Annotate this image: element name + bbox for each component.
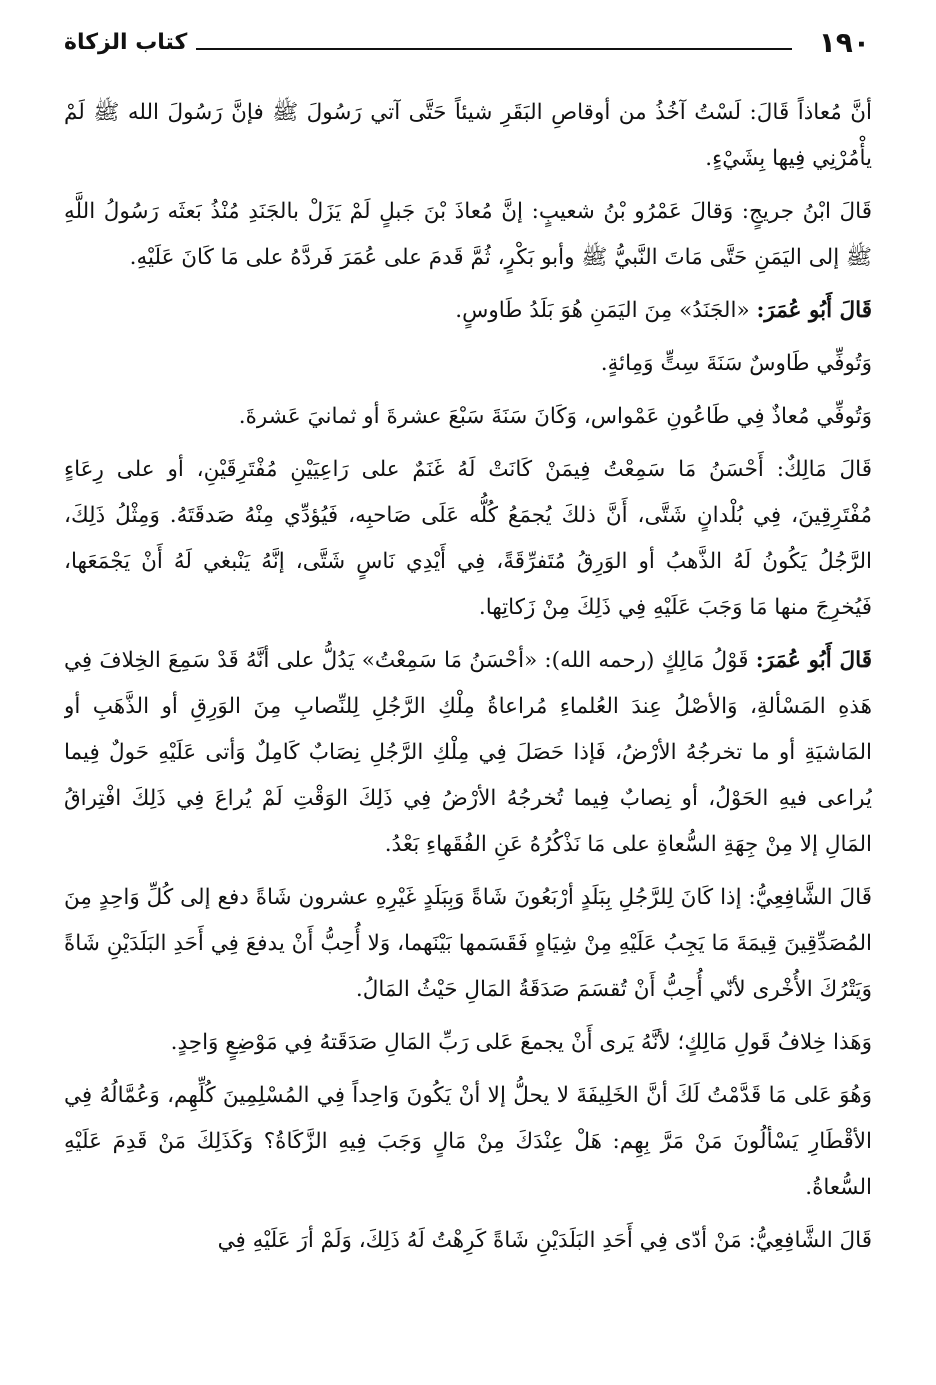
paragraph-text: «الجَنَدُ» مِنَ اليَمَنِ هُوَ بَلَدُ طَاوسٍ. [455,298,750,323]
paragraph-text: وَهَذا خِلافُ قَولِ مَالِكٍ؛ لأنَّهُ يَرى أَنْ يجمعَ عَلى رَبِّ المَالِ صَدَقَتهُ فِي مَوْضِعٍ وَاحِدٍ. [170,1030,872,1055]
paragraph [64,875,872,1013]
paragraph [64,189,872,281]
paragraph [64,394,872,440]
paragraph [64,1073,872,1211]
paragraph [64,638,872,868]
paragraph-text: قَوْلُ مَالِكٍ (رحمه الله): «أحْسَنُ مَا سَمِعْتُ» يَدُلُّ على أنَّهُ قَدْ سَمِعَ الخِلافَ فِي هَذهِ المَسْألةِ، وَالأصْلُ عِندَ العُلماءِ مُراعاةُ مِلْكِ الرَّجُلِ لِلنِّصابِ مِنَ الوَرِقِ أو الذَّهَبِ أو المَاشيَةِ أو ما تخرجُهُ الأرْضُ، فَإذا حَصَلَ فِي مِلْكِ الرَّجُلِ نِصَابٌ كَامِلٌ وَأتى عَلَيْهِ حَولٌ فِيما يُراعى فيهِ الحَوْلُ، أو نِصابٌ فِيما تُخرجُهُ الأرْضُ فِي ذَلِكَ الوَقْتِ لَمْ يُراعَ فِي ذَلِكَ افْتِراقُ المَالِ إلا مِنْ جِهَةِ السُّعاةِ على مَا نَذْكُرُهُ عَنِ الفُقَهاءِ بَعْدُ. [64,648,872,857]
paragraph [64,90,872,182]
paragraph-text: قَالَ ابْنُ جريجٍ: وَقالَ عَمْرُو بْنُ شعيبٍ: إنَّ مُعاذَ بْنَ جَبلٍ لَمْ يَزَلْ بالجَنَدِ مُنْذُ بَعثَه رَسُولُ اللَّهِ ﷺ إلى اليَمَنِ حَتَّى مَاتَ النَّبيُّ ﷺ وأبو بَكْرٍ، ثُمَّ قَدمَ على عُمَرَ فَردَّهُ على مَا كَانَ عَلَيْهِ. [64,199,872,270]
paragraph-text: قَالَ مَالِكٌ: أَحْسَنُ مَا سَمِعْتُ فِيمَنْ كَانَتْ لَهُ غَنَمٌ على رَاعِيَيْنِ مُفْتَرِقَيْنِ، أو على رِعَاءٍ مُفْتَرِقِينَ، فِي بُلْدانٍ شَتَّى، أَنَّ ذلكَ يُجمَعُ كُلُّه عَلَى صَاحبِه، فَيُؤدِّي مِنْهُ صَدقَتَهُ. وَمِثْلُ ذَلِكَ، الرَّجُلُ يَكُونُ لَهُ الذَّهبُ أو الوَرِقُ مُتَفرِّقَةً، فِي أَيْدِي نَاسٍ شَتَّى، إنَّهُ يَنْبغي لَهُ أَنْ يَجْمَعَها، فَيُخرِجَ منها مَا وَجَبَ عَلَيْهِ فِي ذَلِكَ مِنْ زَكاتِها. [64,457,872,620]
paragraph [64,447,872,631]
paragraph-text: قَالَ الشَّافِعِيُّ: إذا كَانَ لِلرَّجُلِ بِبَلَدٍ أرْبَعُونَ شَاةً وَبِبَلَدٍ غَيْرِهِ عشرون شَاةً دفع إلى كُلِّ وَاحِدٍ مِنَ المُصَدِّقِينَ قِيمَةَ مَا يَجِبُ عَلَيْهِ مِنْ شِيَاهٍ فَقَسَمها بَيْنَهما، وَلا أُحِبُّ أَنْ يدفعَ فِي أَحَدِ البَلَدَيْنِ شَاةً وَيَتْرُكَ الأُخْرى لأنّي أُحِبُّ أَنْ تُقسَمَ صَدَقَةُ المَالِ حَيْثُ المَالُ. [64,885,872,1002]
paragraph [64,341,872,387]
paragraph-text: وَتُوفِّي مُعاذٌ فِي طَاعُونِ عَمْواس، وَكَانَ سَنَةَ سَبْعَ عشرةَ أو ثمانيَ عَشرةَ. [238,404,872,429]
paragraph [64,1218,872,1264]
page-number: ١٩٠ [818,26,870,59]
page-body [64,90,872,1365]
paragraph [64,1020,872,1066]
paragraph [64,288,872,334]
paragraph-text: وَهُوَ عَلى مَا قَدَّمْتُ لَكَ أنَّ الخَلِيفَةَ لا يحلُّ إلا أنْ يَكُونَ وَاحِداً فِي المُسْلِمِينَ كُلِّهِم، وَعُمَّالُهُ فِي الأقْطَارِ يَسْألُونَ مَنْ مَرَّ بِهِم: هَلْ عِنْدَكَ مِنْ مَالٍ وَجَبَ فِيهِ الزَّكَاةُ؟ وَكَذَلِكَ مَنْ قَدِمَ عَلَيْهِ السُّعاةُ. [64,1083,872,1200]
paragraph-text: وَتُوفِّي طَاوسٌ سَنَةَ سِتٍّ وَمِائةٍ. [600,351,872,376]
page-header [64,26,870,62]
book-title: كتاب الزكاة [64,30,188,55]
header-rule [196,48,792,50]
paragraph-lead: قَالَ أَبُو عُمَرَ: [755,648,872,673]
paragraph-text: أنَّ مُعاذاً قَالَ: لَسْتُ آخُذُ من أوقاصِ البَقَرِ شيئاً حَتَّى آتي رَسُولَ ﷺ فإنَّ رَسُولَ الله ﷺ لَمْ يأْمُرْنِي فِيها بِشَيْءٍ. [64,100,872,171]
paragraph-text: قَالَ الشَّافِعِيُّ: مَنْ أدّى فِي أَحَدِ البَلَدَيْنِ شَاةً كَرِهْتُ لَهُ ذَلِكَ، وَلَمْ أرَ عَلَيْهِ فِي [217,1228,872,1253]
paragraph-lead: قَالَ أَبُو عُمَرَ: [756,298,872,323]
